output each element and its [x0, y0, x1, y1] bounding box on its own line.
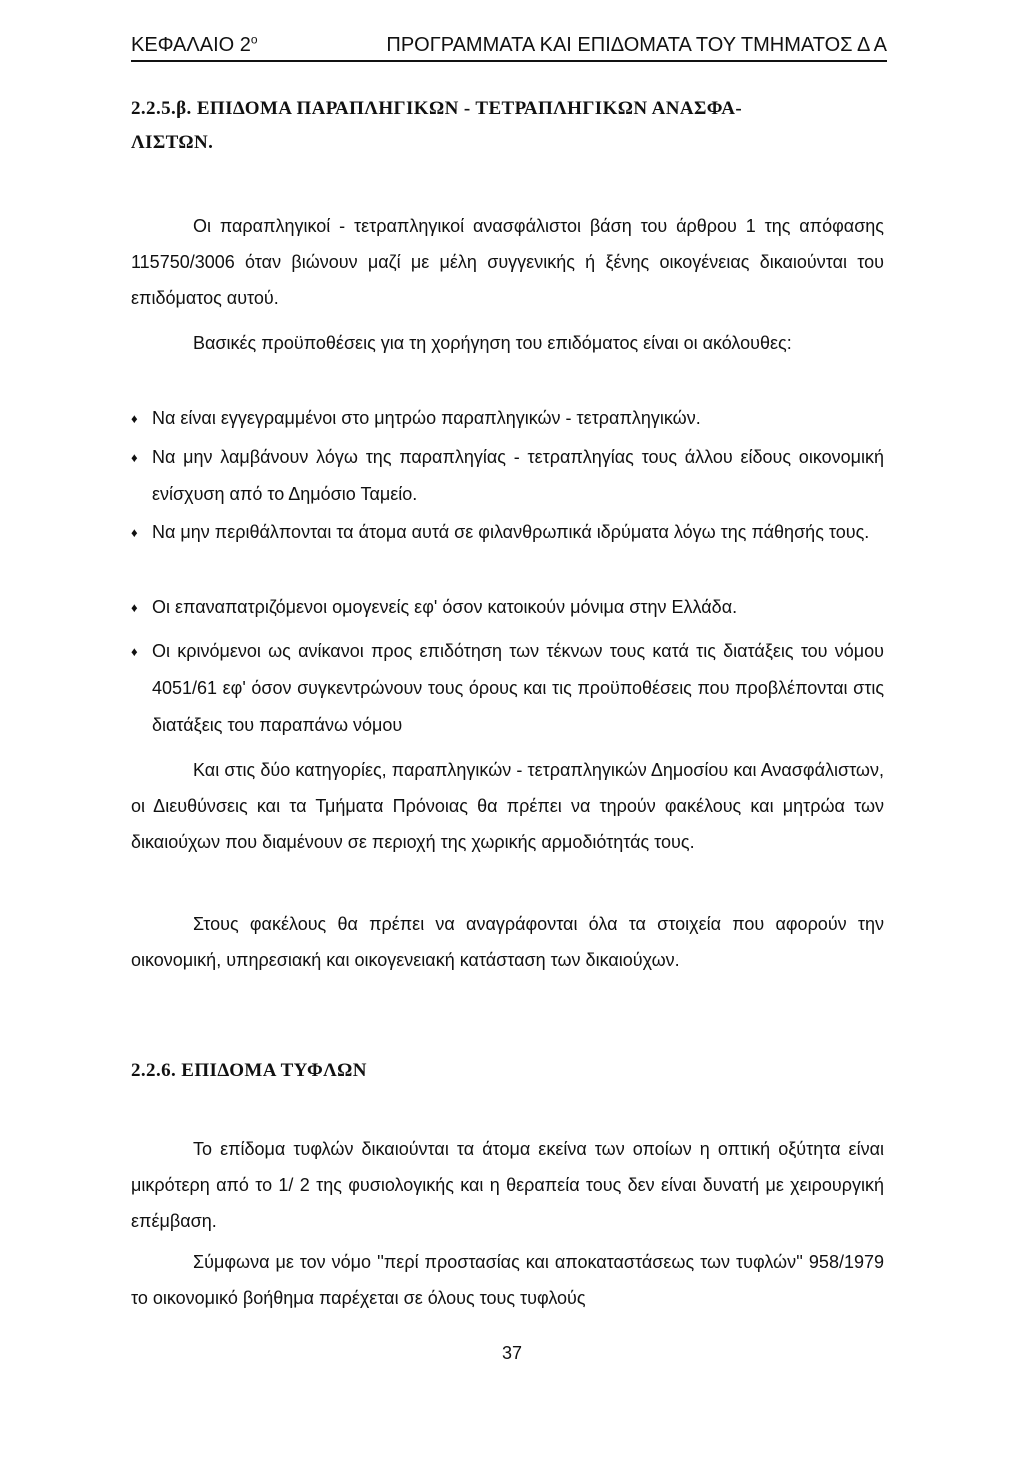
- condition-bullet: [131, 633, 884, 744]
- files-paragraph: Στους φακέλους θα πρέπει να αναγράφονται όλα τα στοιχεία που αφορούν την οικονομική, υπηρεσιακή και οικογενειακή κατάσταση των δικαιούχων.: [131, 914, 884, 970]
- intro-paragraph: Οι παραπληγικοί - τετραπληγικοί ανασφάλιστοι βάση του άρθρου 1 της απόφασης 115750/3006 όταν βιώνουν μαζί με μέλη συγγενικής ή ξένης οικογένειας δικαιούνται του επιδόματος αυτού.: [131, 216, 884, 308]
- section-heading-blind: 2.2.6. ΕΠΙΔΟΜΑ ΤΥΦΛΩΝ: [131, 1060, 367, 1081]
- diamond-bullet-icon: ♦: [131, 600, 138, 615]
- header-chapter-superscript: ο: [250, 32, 258, 47]
- records-paragraph: Και στις δύο κατηγορίες, παραπληγικών - τετραπληγικών Δημοσίου και Ανασφάλιστων, οι Διευθύνσεις και τα Τμήματα Πρόνοιας θα πρέπει να τηρούν φακέλους και μητρώα των δικαιούχων που διαμένουν σε περιοχή της χωρικής αρμοδιότητάς τους.: [131, 760, 884, 852]
- condition-bullet: [131, 514, 884, 551]
- section-heading-paraplegic: [131, 92, 742, 160]
- condition-text: Οι κρινόμενοι ως ανίκανοι προς επιδότηση των τέκνων τους κατά τις διατάξεις του νόμου 4051/61 εφ' όσον συγκεντρώνουν τους όρους και τις προϋποθέσεις που προβλέπονται στις διατάξεις του παραπάνω νόμου: [152, 641, 884, 735]
- condition-bullet: [131, 439, 884, 513]
- condition-text: Να είναι εγγεγραμμένοι στο μητρώο παραπληγικών - τετραπληγικών.: [152, 408, 701, 428]
- condition-text: Οι επαναπατριζόμενοι ομογενείς εφ' όσον κατοικούν μόνιμα στην Ελλάδα.: [152, 597, 738, 617]
- diamond-bullet-icon: ♦: [131, 411, 138, 426]
- conditions-intro-paragraph: Βασικές προϋποθέσεις για τη χορήγηση του επιδόματος είναι οι ακόλουθες:: [193, 333, 792, 353]
- header-chapter-text: ΚΕΦΑΛΑΙΟ 2: [131, 34, 251, 56]
- diamond-bullet-icon: ♦: [131, 450, 138, 465]
- diamond-bullet-icon: ♦: [131, 525, 138, 540]
- condition-text: Να μην λαμβάνουν λόγω της παραπληγίας - τετραπληγίας τους άλλου είδους οικονομική ενίσχυση από το Δημόσιο Ταμείο.: [152, 447, 884, 504]
- blind-law-paragraph: Σύμφωνα με τον νόμο ''περί προστασίας και αποκαταστάσεως των τυφλών'' 958/1979 το οικονομικό βοήθημα παρέχεται σε όλους τους τυφλούς: [131, 1252, 884, 1308]
- condition-text: Να μην περιθάλπονται τα άτομα αυτά σε φιλανθρωπικά ιδρύματα λόγω της πάθησής τους.: [152, 522, 870, 542]
- page-number: 37: [501, 1343, 523, 1363]
- condition-bullet: [131, 589, 884, 626]
- condition-bullet: [131, 400, 884, 437]
- running-header: [131, 33, 887, 62]
- section-heading-line-1: 2.2.5.β. ΕΠΙΔΟΜΑ ΠΑΡΑΠΛΗΓΙΚΩΝ - ΤΕΤΡΑΠΛΗΓΙΚΩΝ ΑΝΑΣΦΑ-: [131, 98, 743, 119]
- section-heading-line-2: ΛΙΣΤΩΝ.: [131, 132, 214, 153]
- blind-eligibility-paragraph: Το επίδομα τυφλών δικαιούνται τα άτομα εκείνα των οποίων η οπτική οξύτητα είναι μικρότερη από το 1/ 2 της φυσιολογικής και η θεραπεία τους δεν είναι δυνατή με χειρουργική επέμβαση.: [131, 1139, 884, 1231]
- header-section-title: ΠΡΟΓΡΑΜΜΑΤΑ ΚΑΙ ΕΠΙΔΟΜΑΤΑ ΤΟΥ ΤΜΗΜΑΤΟΣ Δ Α: [386, 34, 887, 56]
- diamond-bullet-icon: ♦: [131, 644, 138, 659]
- header-chapter: [131, 33, 258, 57]
